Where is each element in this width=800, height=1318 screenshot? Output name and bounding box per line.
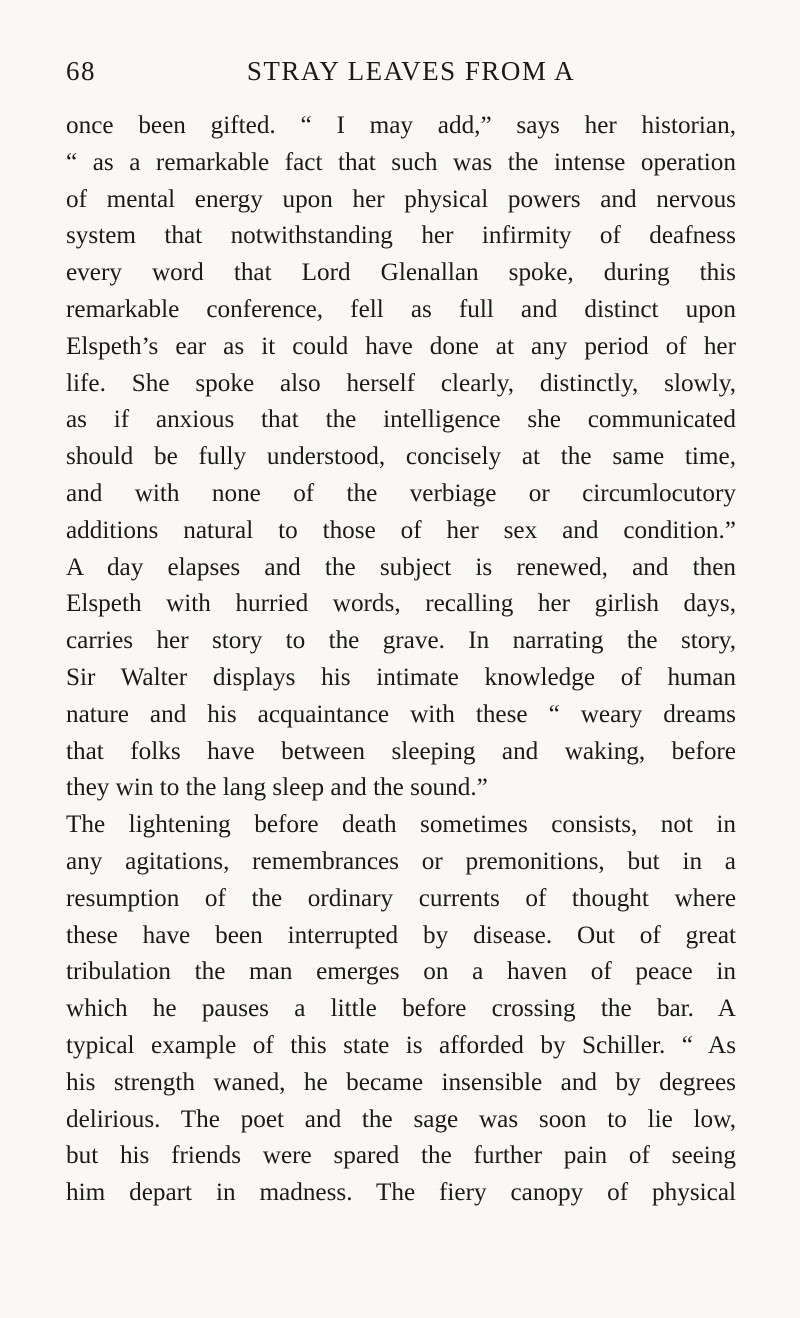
text-line: that folks have between sleeping and waking, before [66, 737, 736, 765]
text-line: A day elapses and the subject is renewed, and then [66, 553, 736, 581]
text-line: remarkable conference, fell as full and distinct upon [66, 295, 736, 323]
text-line: carries her story to the grave. In narrating the story, [66, 627, 736, 655]
body-text [66, 108, 736, 1212]
text-line: nature and his acquaintance with these “ weary dreams [66, 700, 736, 728]
text-line: typical example of this state is afforded by Schiller. “ As [66, 1031, 736, 1059]
page-number: 68 [66, 56, 96, 86]
running-head [66, 52, 736, 96]
text-line: of mental energy upon her physical powers and nervous [66, 185, 736, 213]
text-line: Sir Walter displays his intimate knowledge of human [66, 663, 736, 691]
text-line: and with none of the verbiage or circumlocutory [66, 479, 736, 507]
text-line: they win to the lang sleep and the sound.” [66, 774, 488, 802]
text-line: additions natural to those of her sex and condition.” [66, 516, 736, 544]
text-line: once been gifted. “ I may add,” says her historian, [66, 112, 736, 139]
text-line: life. She spoke also herself clearly, distinctly, slowly, [66, 369, 736, 397]
text-line: but his friends were spared the further pain of seeing [66, 1142, 736, 1170]
text-line: system that notwithstanding her infirmity of deafness [66, 222, 736, 250]
text-line: The lightening before death sometimes consists, not in [66, 811, 736, 839]
text-line: delirious. The poet and the sage was soon to lie low, [66, 1105, 736, 1133]
running-title: STRAY LEAVES FROM A [246, 56, 576, 86]
text-line: these have been interrupted by disease. Out of great [66, 921, 736, 949]
text-line: any agitations, remembrances or premonitions, but in a [66, 847, 736, 875]
text-line: should be fully understood, concisely at the same time, [66, 443, 736, 471]
text-line: every word that Lord Glenallan spoke, during this [66, 259, 736, 287]
text-line: Elspeth with hurried words, recalling her girlish days, [66, 590, 736, 618]
text-line: Elspeth’s ear as it could have done at any period of her [66, 332, 736, 360]
book-page [66, 52, 736, 1212]
text-line: which he pauses a little before crossing the bar. A [66, 995, 736, 1023]
text-line: resumption of the ordinary currents of thought where [66, 884, 736, 912]
text-line: him depart in madness. The fiery canopy of physical [66, 1179, 736, 1207]
text-line: tribulation the man emerges on a haven of peace in [66, 958, 736, 986]
text-line: “ as a remarkable fact that such was the intense operation [66, 148, 736, 176]
text-line: as if anxious that the intelligence she communicated [66, 406, 736, 434]
text-line: his strength waned, he became insensible and by degrees [66, 1068, 736, 1096]
